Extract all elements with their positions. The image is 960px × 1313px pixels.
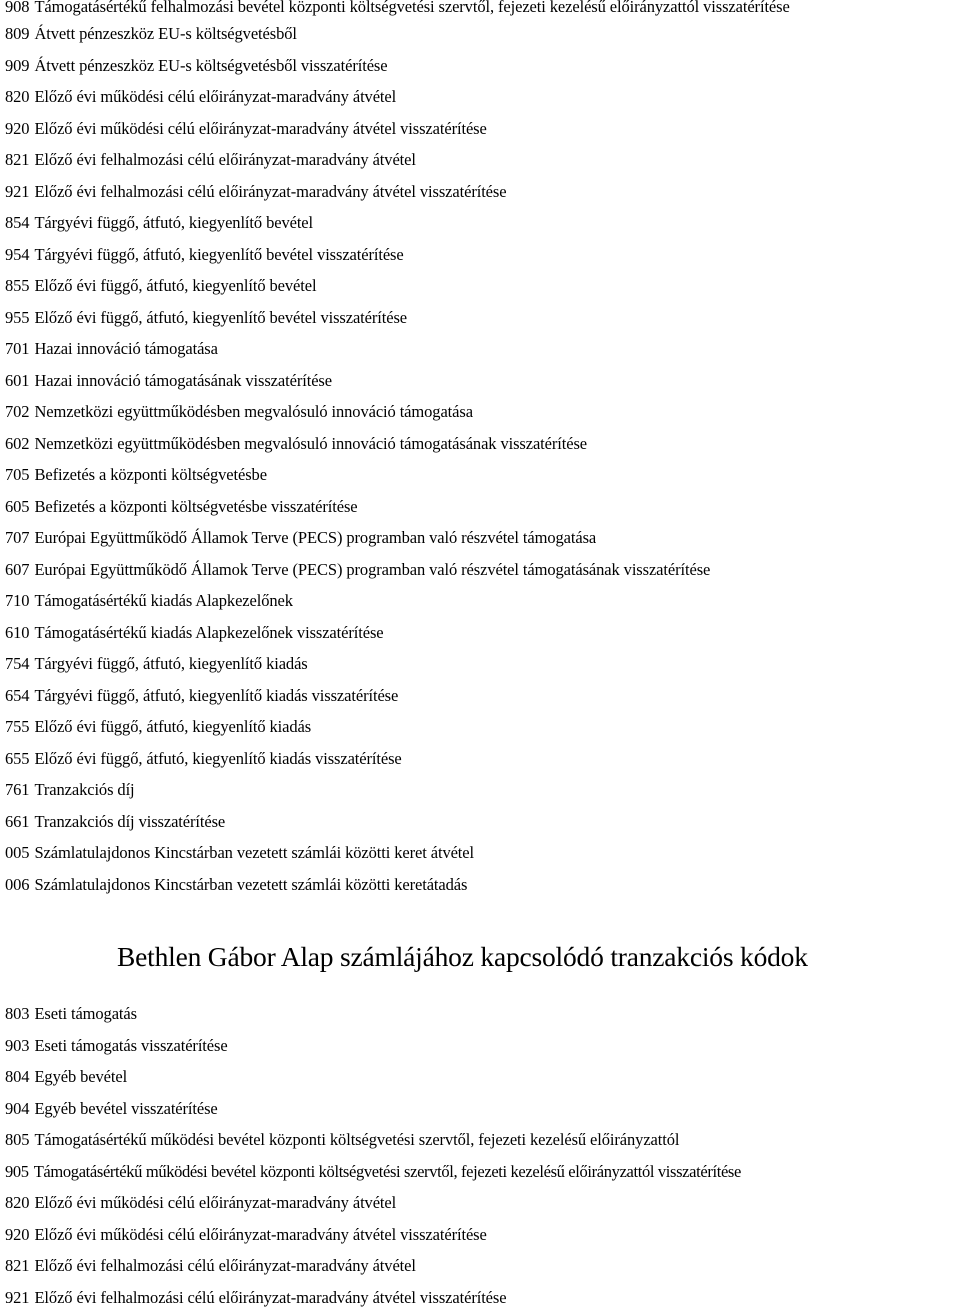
description: Tárgyévi függő, átfutó, kiegyenlítő bevétel (34, 213, 313, 232)
list-item (5, 680, 958, 712)
list-item (5, 648, 958, 680)
code: 006 (5, 875, 29, 894)
description: Európai Együttműködő Államok Terve (PECS) programban való részvétel támogatásának visszatérítése (34, 560, 710, 579)
code: 655 (5, 749, 29, 768)
code: 710 (5, 591, 29, 610)
description: Tárgyévi függő, átfutó, kiegyenlítő kiadás (34, 654, 307, 673)
code: 920 (5, 1225, 29, 1244)
list-item (5, 1282, 958, 1313)
description: Tárgyévi függő, átfutó, kiegyenlítő kiadás visszatérítése (34, 686, 398, 705)
description: Tranzakciós díj visszatérítése (34, 812, 225, 831)
description: Előző évi felhalmozási célú előirányzat-maradvány átvétel (34, 150, 415, 169)
description: Egyéb bevétel (34, 1067, 127, 1086)
description: Előző évi függő, átfutó, kiegyenlítő bevétel (34, 276, 316, 295)
code: 804 (5, 1067, 29, 1086)
code: 610 (5, 623, 29, 642)
code: 805 (5, 1130, 29, 1149)
list-item (5, 1156, 958, 1188)
description: Számlatulajdonos Kincstárban vezetett számlái közötti keretátadás (34, 875, 467, 894)
description: Európai Együttműködő Államok Terve (PECS) programban való részvétel támogatása (34, 528, 596, 547)
description: Nemzetközi együttműködésben megvalósuló innováció támogatásának visszatérítése (34, 434, 587, 453)
description: Befizetés a központi költségvetésbe (34, 465, 266, 484)
description: Eseti támogatás visszatérítése (34, 1036, 227, 1055)
code: 755 (5, 717, 29, 736)
code: 904 (5, 1099, 29, 1118)
description: Támogatásértékű kiadás Alapkezelőnek (34, 591, 292, 610)
code: 920 (5, 119, 29, 138)
list-item (5, 491, 958, 523)
list-item (5, 869, 958, 901)
list-item (5, 617, 958, 649)
list-item (5, 302, 958, 334)
list-item (5, 1030, 958, 1062)
code: 908 (5, 0, 29, 16)
list-item (5, 365, 958, 397)
list-item (5, 176, 958, 208)
description: Tárgyévi függő, átfutó, kiegyenlítő bevétel visszatérítése (34, 245, 403, 264)
description: Előző évi működési célú előirányzat-maradvány átvétel visszatérítése (34, 119, 486, 138)
description: Előző évi felhalmozási célú előirányzat-maradvány átvétel visszatérítése (34, 1288, 506, 1307)
description: Átvett pénzeszköz EU-s költségvetésből (34, 24, 296, 43)
description: Eseti támogatás (34, 1004, 137, 1023)
list-item (5, 554, 958, 586)
description: Átvett pénzeszköz EU-s költségvetésből visszatérítése (34, 56, 387, 75)
code: 903 (5, 1036, 29, 1055)
description: Támogatásértékű működési bevétel központi költségvetési szervtől, fejezeti kezelésű előirányzattól (34, 1130, 679, 1149)
section-heading: Bethlen Gábor Alap számlájához kapcsolódó tranzakciós kódok (117, 938, 808, 976)
list-item (5, 522, 958, 554)
description: Előző évi függő, átfutó, kiegyenlítő bevétel visszatérítése (34, 308, 407, 327)
list-item (5, 0, 958, 18)
description: Támogatásértékű felhalmozási bevétel központi költségvetési szervtől, fejezeti kezelésű előirányzattól visszatérítése (34, 0, 789, 16)
code: 909 (5, 56, 29, 75)
list-item (5, 396, 958, 428)
list-item (5, 18, 958, 50)
list-item (5, 1093, 958, 1125)
list-item (5, 837, 958, 869)
code: 954 (5, 245, 29, 264)
transaction-code-list-bga (5, 998, 958, 1313)
code: 605 (5, 497, 29, 516)
code: 601 (5, 371, 29, 390)
description: Előző évi függő, átfutó, kiegyenlítő kiadás visszatérítése (34, 749, 401, 768)
description: Előző évi működési célú előirányzat-maradvány átvétel (34, 87, 396, 106)
description: Nemzetközi együttműködésben megvalósuló innováció támogatása (34, 402, 472, 421)
list-item (5, 711, 958, 743)
code: 761 (5, 780, 29, 799)
code: 855 (5, 276, 29, 295)
code: 820 (5, 87, 29, 106)
code: 702 (5, 402, 29, 421)
description: Előző évi függő, átfutó, kiegyenlítő kiadás (34, 717, 311, 736)
code: 005 (5, 843, 29, 862)
code: 854 (5, 213, 29, 232)
code: 955 (5, 308, 29, 327)
code: 707 (5, 528, 29, 547)
list-item (5, 428, 958, 460)
code: 905 (5, 1162, 29, 1181)
description: Előző évi felhalmozási célú előirányzat-maradvány átvétel visszatérítése (34, 182, 506, 201)
code: 754 (5, 654, 29, 673)
list-item (5, 806, 958, 838)
list-item (5, 1061, 958, 1093)
code: 602 (5, 434, 29, 453)
list-item (5, 113, 958, 145)
list-item (5, 333, 958, 365)
code: 803 (5, 1004, 29, 1023)
description: Támogatásértékű működési bevétel központi költségvetési szervtől, fejezeti kezelésű előirányzattól visszatérítése (34, 1162, 741, 1181)
transaction-code-list (5, 0, 958, 900)
list-item (5, 207, 958, 239)
code: 654 (5, 686, 29, 705)
code: 921 (5, 1288, 29, 1307)
list-item (5, 1124, 958, 1156)
code: 821 (5, 1256, 29, 1275)
list-item (5, 774, 958, 806)
list-item (5, 50, 958, 82)
list-item (5, 81, 958, 113)
code: 607 (5, 560, 29, 579)
code: 921 (5, 182, 29, 201)
list-item (5, 998, 958, 1030)
list-item (5, 144, 958, 176)
code: 661 (5, 812, 29, 831)
description: Hazai innováció támogatásának visszatérítése (34, 371, 332, 390)
code: 701 (5, 339, 29, 358)
description: Számlatulajdonos Kincstárban vezetett számlái közötti keret átvétel (34, 843, 474, 862)
list-item (5, 270, 958, 302)
list-item (5, 239, 958, 271)
description: Előző évi működési célú előirányzat-maradvány átvétel visszatérítése (34, 1225, 486, 1244)
description: Támogatásértékű kiadás Alapkezelőnek visszatérítése (34, 623, 383, 642)
code: 821 (5, 150, 29, 169)
description: Egyéb bevétel visszatérítése (34, 1099, 217, 1118)
list-item (5, 743, 958, 775)
code: 820 (5, 1193, 29, 1212)
description: Befizetés a központi költségvetésbe visszatérítése (34, 497, 357, 516)
list-item (5, 459, 958, 491)
code: 705 (5, 465, 29, 484)
description: Tranzakciós díj (34, 780, 134, 799)
description: Hazai innováció támogatása (34, 339, 217, 358)
code: 809 (5, 24, 29, 43)
list-item (5, 1187, 958, 1219)
description: Előző évi működési célú előirányzat-maradvány átvétel (34, 1193, 396, 1212)
list-item (5, 1219, 958, 1251)
list-item (5, 585, 958, 617)
description: Előző évi felhalmozási célú előirányzat-maradvány átvétel (34, 1256, 415, 1275)
list-item (5, 1250, 958, 1282)
